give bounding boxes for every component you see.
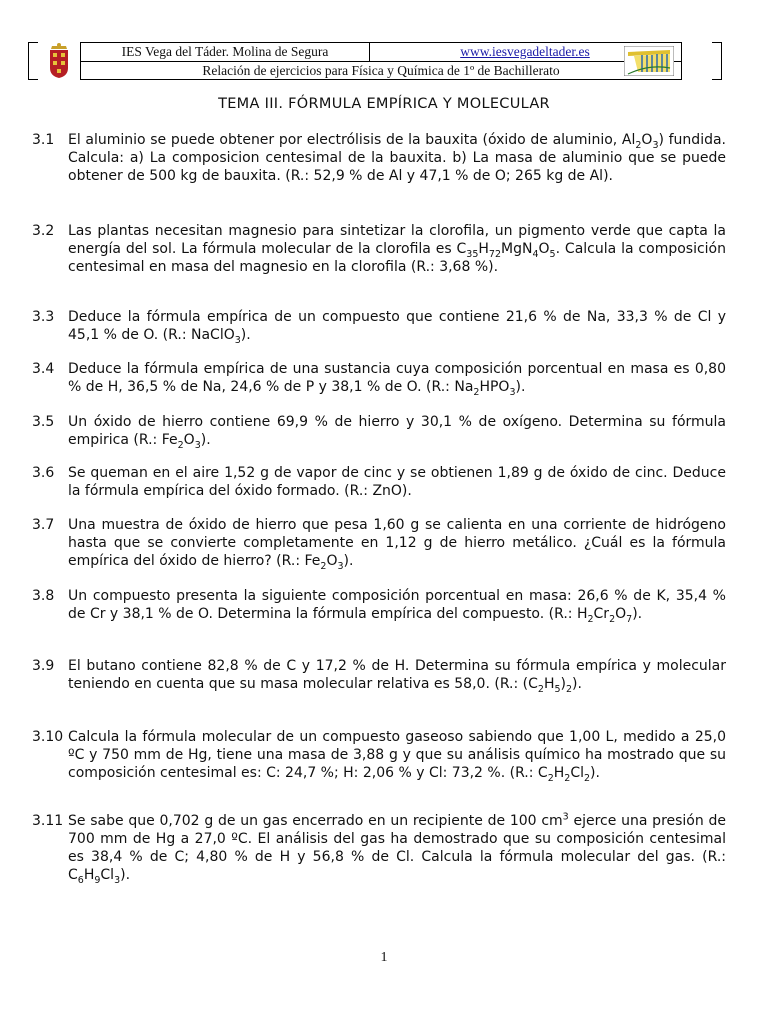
exercise-text: Una muestra de óxido de hierro que pesa 1,60 g se calienta en una corriente de hidrógeno hasta que se convierte completamente en 1,12 g de hierro metálico. ¿Cuál es la fórmula empírica del óxido de hierro? (R.: $Fe_2O_3$). [68, 517, 726, 572]
exercise-item [32, 131, 726, 185]
school-name: IES Vega del Táder. Molina de Segura [81, 43, 370, 61]
exercise-number: 3.6 [32, 465, 55, 481]
exercise-item [32, 657, 726, 693]
page-header [28, 42, 722, 82]
exercise-number: 3.9 [32, 658, 55, 674]
header-frame-right [712, 42, 722, 80]
exercise-text: Las plantas necesitan magnesio para sintetizar la clorofila, un pigmento verde que capta la energía del sol. La fórmula molecular de la clorofila es $C_{35}H_{72}MgN_4O_5$. Calcula la composición centesimal en masa del magnesio en la clorofila (R.: 3,68 %). [68, 223, 726, 275]
region-crest-icon [46, 42, 72, 80]
exercise-number: 3.11 [32, 813, 64, 829]
exercise-item [32, 308, 726, 344]
exercise-item [32, 516, 726, 570]
school-website-link[interactable]: www.iesvegadeltader.es [460, 44, 590, 59]
exercise-text: El aluminio se puede obtener por electrólisis de la bauxita (óxido de aluminio, $Al_2O_3$) fundida. Calcula: a) La composicion centesimal de la bauxita. b) La masa de aluminio que se puede obtener de 500 kg de bauxita. (R.: 52,9 % de Al y 47,1 % de O; 265 kg de Al). [68, 132, 726, 184]
exercise-text: Calcula la fórmula molecular de un compuesto gaseoso sabiendo que 1,00 L, medido a 25,0 ºC y 750 mm de Hg, tiene una masa de 3,88 g y que su análisis químico ha mostrado que su composición centesimal es: C: 24,7 %; H: 2,06 % y Cl: 73,2 %. (R.: $C_2H_2Cl_2$). [68, 729, 726, 784]
exercise-number: 3.7 [32, 517, 55, 533]
exercise-number: 3.4 [32, 361, 55, 377]
exercise-text: Un compuesto presenta la siguiente composición porcentual en masa: 26,6 % de K, 35,4 % de Cr y 38,1 % de O. Determina la fórmula empírica del compuesto. (R.: $H_2Cr_2O_7$). [68, 588, 726, 625]
exercise-item [32, 222, 726, 276]
exercise-text: Se queman en el aire 1,52 g de vapor de cinc y se obtienen 1,89 g de óxido de cinc. Deduce la fórmula empírica del óxido formado. (R.: ZnO). [68, 465, 726, 499]
page-number: 1 [380, 950, 388, 965]
exercise-number: 3.8 [32, 588, 55, 604]
school-logo-icon [624, 46, 674, 76]
exercise-item [32, 360, 726, 396]
exercise-item [32, 413, 726, 449]
exercise-number: 3.3 [32, 309, 55, 325]
exercise-item [32, 812, 726, 884]
page-title: TEMA III. FÓRMULA EMPÍRICA Y MOLECULAR [218, 96, 550, 112]
exercise-text: Deduce la fórmula empírica de una sustancia cuya composición porcentual en masa es 0,80 % de H, 36,5 % de Na, 24,6 % de P y 38,1 % de O. (R.: $Na_2HPO_3$). [68, 361, 726, 398]
exercise-item [32, 464, 726, 500]
exercise-text: Un óxido de hierro contiene 69,9 % de hierro y 30,1 % de oxígeno. Determina su fórmula empirica (R.: $Fe_2O_3$). [68, 414, 726, 451]
header-frame-left [28, 42, 38, 80]
exercise-number: 3.5 [32, 414, 55, 430]
exercise-number: 3.2 [32, 223, 55, 239]
header-table [80, 42, 682, 80]
exercise-number: 3.10 [32, 729, 64, 745]
course-subtitle: Relación de ejercicios para Física y Química de 1º de Bachillerato [202, 63, 560, 78]
exercise-number: 3.1 [32, 132, 55, 148]
exercise-item [32, 728, 726, 782]
exercise-text: Se sabe que 0,702 g de un gas encerrado en un recipiente de 100 $cm^3$ ejerce una presión de 700 mm de Hg a 27,0 ºC. El análisis del gas ha demostrado que su composición centesimal es 38,4 % de C; 4,80 % de H y 56,8 % de Cl. Calcula la fórmula molecular del gas. (R.: $C_6H_9Cl_3$). [68, 811, 727, 886]
exercise-item [32, 587, 726, 623]
exercise-text: El butano contiene 82,8 % de C y 17,2 % de H. Determina su fórmula empírica y molecular teniendo en cuenta que su masa molecular relativa es 58,0. (R.: $(C_2H_5)_2$). [68, 658, 726, 695]
exercise-text: Deduce la fórmula empírica de un compuesto que contiene 21,6 % de Na, 33,3 % de Cl y 45,1 % de O. (R.: NaClO$_3$). [68, 309, 726, 346]
